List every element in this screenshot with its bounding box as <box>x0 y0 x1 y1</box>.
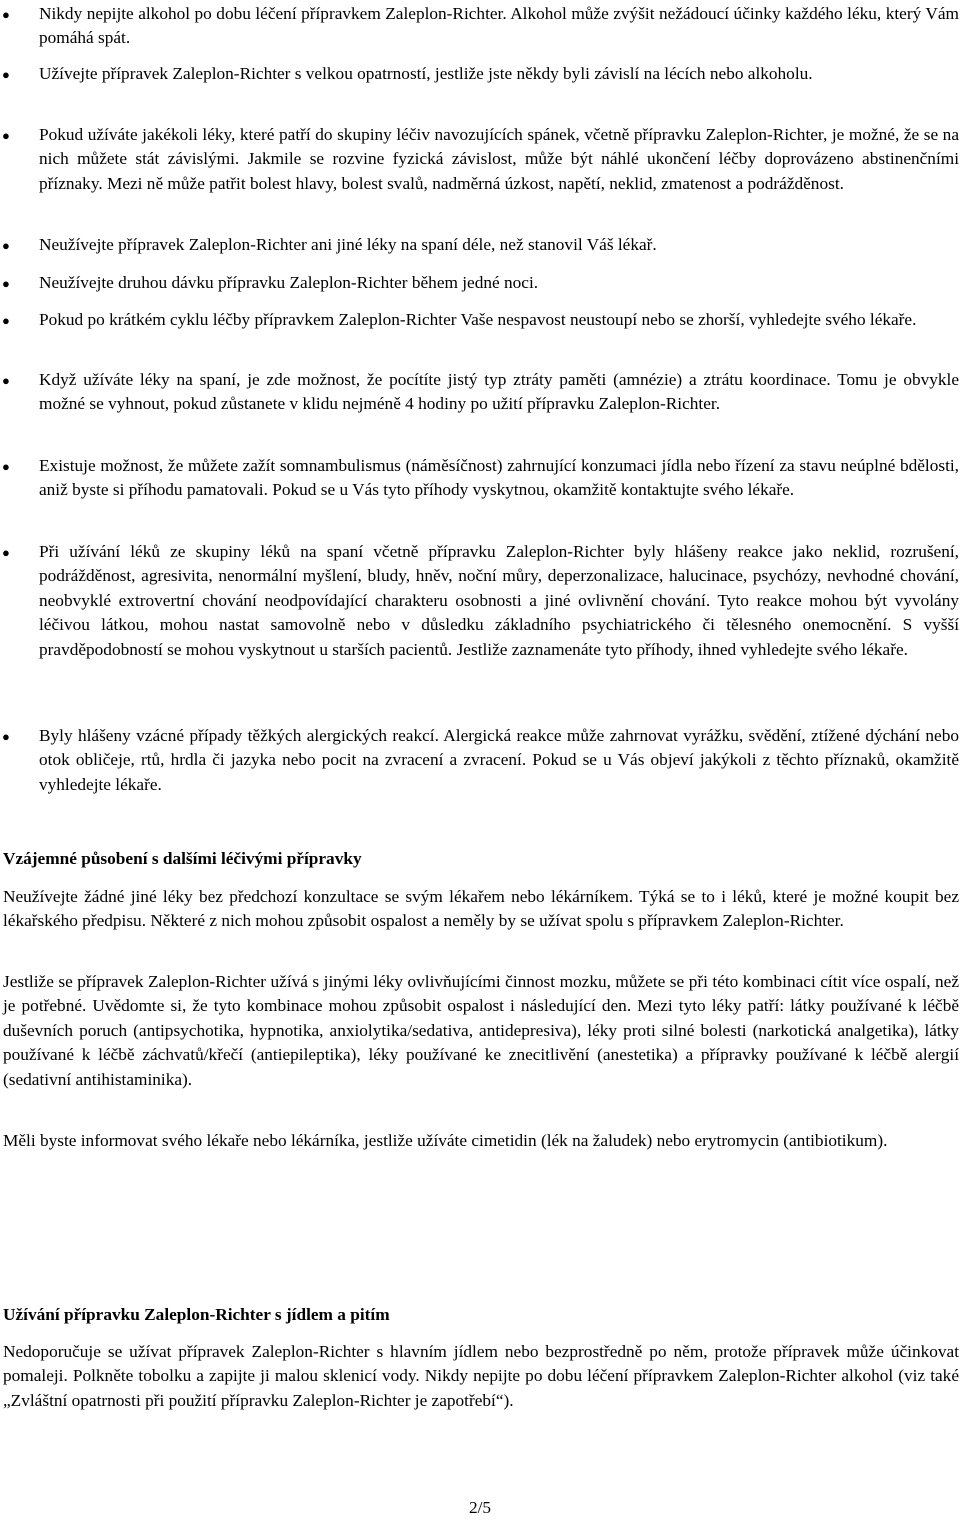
list-item-text: Pokud užíváte jakékoli léky, které patří do skupiny léčiv navozujících spánek, včetně přípravku Zaleplon-Richter, je možné, že se na nich můžete stát závislými. Jakmile se rozvine fyzická závislost, může být náhlé ukončení léčby doprovázeno abstinenčními příznaky. Mezi ně může patřit bolest hlavy, bolest svalů, nadměrná úzkost, napětí, neklid, zmatenost a podrážděnost. <box>39 125 959 193</box>
bullet-icon: ● <box>2 313 10 328</box>
paragraph: Jestliže se přípravek Zaleplon-Richter užívá s jinými léky ovlivňujícími činnost mozku, můžete se při této kombinaci cítit více ospalí, než je potřebné. Uvědomte si, že tyto kombinace mohou způsobit ospalost i následující den. Mezi tyto léky patří: látky používané k léčbě duševních poruch (antipsychotika, hypnotika, anxiolytika/sedativa, antidepresiva), léky proti silné bolesti (narkotická analgetika), látky používané k léčbě záchvatů/křečí (antiepileptika), léky používané ke znecitlivění (anestetika) a přípravky používané k léčbě alergií (sedativní antihistaminika). <box>3 972 959 1089</box>
bullet-icon: ● <box>2 128 10 143</box>
paragraph: Nedoporučuje se užívat přípravek Zaleplon-Richter s hlavním jídlem nebo bezprostředně po něm, protože přípravek může účinkovat pomaleji. Polkněte tobolku a zapijte ji malou sklenicí vody. Nikdy nepijte po dobu léčení přípravkem Zaleplon-Richter alkohol (viz také „Zvláštní opatrnosti při použití přípravku Zaleplon-Richter je zapotřebí“). <box>3 1342 959 1410</box>
paragraph: Neužívejte žádné jiné léky bez předchozí konzultace se svým lékařem nebo lékárníkem. Týká se to i léků, které je možné koupit bez lékařského předpisu. Některé z nich mohou způsobit ospalost a neměly by se užívat spolu s přípravkem Zaleplon-Richter. <box>3 887 959 931</box>
bullet-icon: ● <box>2 238 10 253</box>
list-item-text: Užívejte přípravek Zaleplon-Richter s velkou opatrností, jestliže jste někdy byli závislí na lécích nebo alkoholu. <box>39 64 813 83</box>
list-item-text: Neužívejte druhou dávku přípravku Zaleplon-Richter během jedné noci. <box>39 273 539 292</box>
list-item-text: Existuje možnost, že můžete zažít somnambulismus (náměsíčnost) zahrnující konzumaci jídla nebo řízení za stavu neúplné bdělosti, aniž byste si příhodu pamatovali. Pokud se u Vás tyto příhody vyskytnou, okamžitě kontaktujte svého lékaře. <box>39 456 959 500</box>
bullet-icon: ● <box>2 373 10 388</box>
list-item-text: Pokud po krátkém cyklu léčby přípravkem Zaleplon-Richter Vaše nespavost neustoupí nebo se zhorší, vyhledejte svého lékaře. <box>39 310 917 329</box>
bullet-icon: ● <box>2 729 10 744</box>
page-number: 2/5 <box>468 1498 492 1517</box>
bullet-icon: ● <box>2 276 10 291</box>
list-item-text: Při užívání léků ze skupiny léků na spaní včetně přípravku Zaleplon-Richter byly hlášeny reakce jako neklid, rozrušení, podrážděnost, agresivita, nenormální myšlení, bludy, hněv, noční můry, deperzonalizace, halucinace, psychózy, nevhodné chování, neobvyklé extrovertní chování neodpovídající charakteru osobnosti a jiné ovlivnění chování. Tyto reakce mohou být vyvolány léčivou látkou, mohou nastat samovolně nebo v důsledku základního psychiatrického či tělesného onemocnění. S vyšší pravděpodobností se mohou vyskytnout u starších pacientů. Jestliže zaznamenáte tyto příhody, ihned vyhledejte svého lékaře. <box>39 542 959 659</box>
list-item-text: Nikdy nepijte alkohol po dobu léčení přípravkem Zaleplon-Richter. Alkohol může zvýšit nežádoucí účinky každého léku, který Vám pomáhá spát. <box>39 4 959 48</box>
section-heading: Vzájemné působení s dalšími léčivými přípravky <box>3 849 362 868</box>
list-item-text: Když užíváte léky na spaní, je zde možnost, že pocítíte jistý typ ztráty paměti (amnézie) a ztrátu koordinace. Tomu je obvykle možné se vyhnout, pokud zůstanete v klidu nejméně 4 hodiny po užití přípravku Zaleplon-Richter. <box>39 370 959 414</box>
bullet-icon: ● <box>2 67 10 82</box>
paragraph: Měli byste informovat svého lékaře nebo lékárníka, jestliže užíváte cimetidin (lék na žaludek) nebo erytromycin (antibiotikum). <box>3 1131 888 1150</box>
section-heading: Užívání přípravku Zaleplon-Richter s jídlem a pitím <box>3 1305 390 1324</box>
bullet-icon: ● <box>2 7 10 22</box>
list-item-text: Byly hlášeny vzácné případy těžkých alergických reakcí. Alergická reakce může zahrnovat vyrážku, svědění, ztížené dýchání nebo otok obličeje, rtů, hrdla či jazyka nebo pocit na zvracení a zvracení. Pokud se u Vás objeví jakýkoli z těchto příznaků, okamžitě vyhledejte lékaře. <box>39 726 959 794</box>
bullet-icon: ● <box>2 545 10 560</box>
list-item-text: Neužívejte přípravek Zaleplon-Richter ani jiné léky na spaní déle, než stanovil Váš lékař. <box>39 235 657 254</box>
bullet-icon: ● <box>2 459 10 474</box>
